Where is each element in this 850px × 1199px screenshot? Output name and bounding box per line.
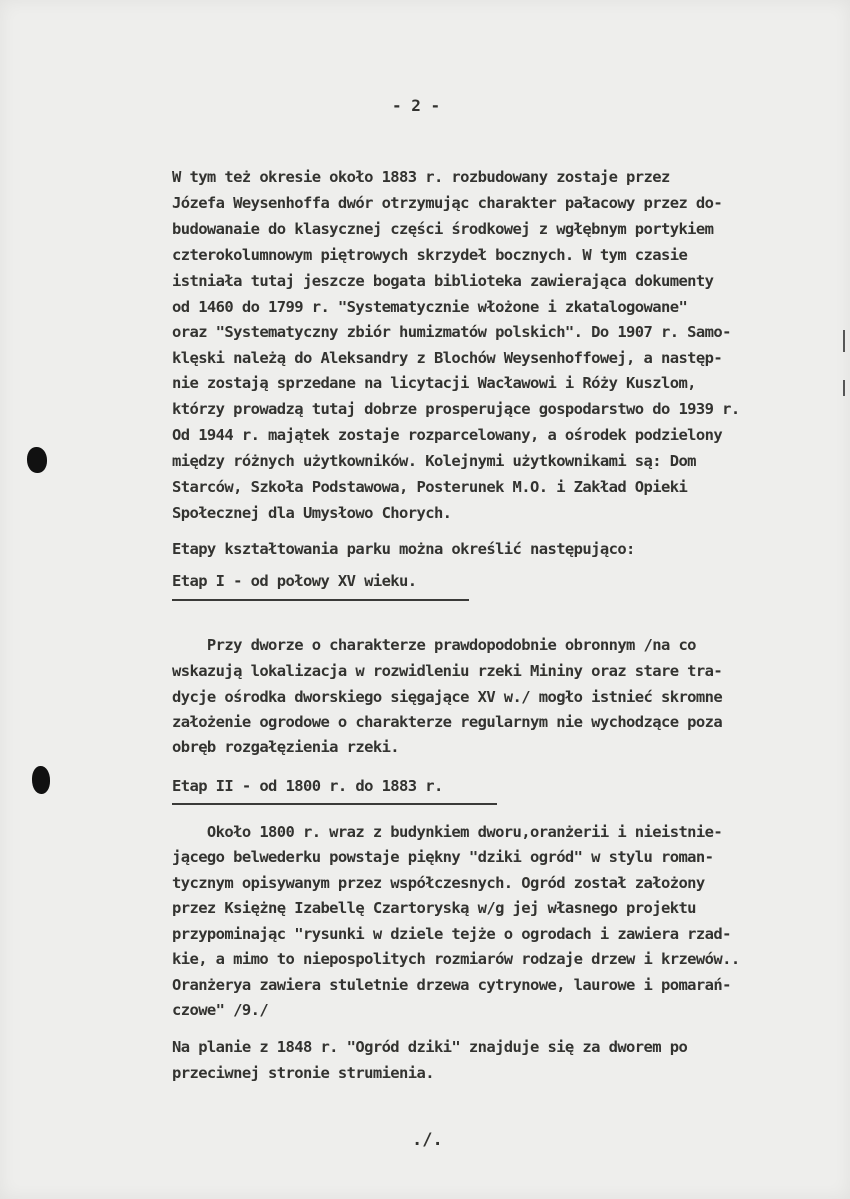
text-line: czterokolumnowym piętrowych skrzydeł bocznych. W tym czasie <box>172 246 688 264</box>
text-line: tycznym opisywanym przez współczesnych. Ogród został założony <box>172 874 705 892</box>
stages-intro: Etapy kształtowania parku można określić następująco: <box>172 540 635 558</box>
text-line: Starców, Szkoła Podstawowa, Posterunek M.O. i Zakład Opieki <box>172 478 688 496</box>
text-line: przez Księżnę Izabellę Czartoryską w/g jej własnego projektu <box>172 899 696 917</box>
heading-underline <box>172 803 497 805</box>
text-line: obręb rozgałęzienia rzeki. <box>172 738 400 756</box>
text-line: jącego belwederku powstaje piękny "dziki ogród" w stylu roman- <box>172 848 714 866</box>
text-line: Oranżerya zawiera stuletnie drzewa cytrynowe, laurowe i pomarań- <box>172 976 731 994</box>
text-line: Około 1800 r. wraz z budynkiem dworu,oranżerii i nieistnie- <box>172 823 723 841</box>
section-heading: Etap I - od połowy XV wieku. <box>172 572 417 590</box>
text-line: Na planie z 1848 r. "Ogród dziki" znajduje się za dworem po <box>172 1038 688 1056</box>
page-number: - 2 - <box>392 96 441 115</box>
punch-hole <box>32 766 50 794</box>
punch-hole <box>27 447 47 473</box>
text-line: wskazują lokalizacja w rozwidleniu rzeki Mininy oraz stare tra- <box>172 662 723 680</box>
text-line: W tym też okresie około 1883 r. rozbudowany zostaje przez <box>172 168 670 186</box>
text-line: między różnych użytkowników. Kolejnymi użytkownikami są: Dom <box>172 452 696 470</box>
text-line: którzy prowadzą tutaj dobrze prosperujące gospodarstwo do 1939 r. <box>172 400 740 418</box>
continuation-mark: ./. <box>412 1130 443 1150</box>
margin-mark <box>843 380 845 396</box>
text-line: założenie ogrodowe o charakterze regularnym nie wychodzące poza <box>172 713 723 731</box>
text-line: dycje ośrodka dworskiego sięgające XV w./ mogło istnieć skromne <box>172 688 723 706</box>
text-line: kie, a mimo to niepospolitych rozmiarów rodzaje drzew i krzewów.. <box>172 950 740 968</box>
text-line: istniała tutaj jeszcze bogata biblioteka zawierająca dokumenty <box>172 272 714 290</box>
text-line: od 1460 do 1799 r. "Systematycznie włożone i zkatalogowane" <box>172 298 688 316</box>
text-line: Józefa Weysenhoffa dwór otrzymując charakter pałacowy przez do- <box>172 194 723 212</box>
text-line: Od 1944 r. majątek zostaje rozparcelowany, a ośrodek podzielony <box>172 426 723 444</box>
text-line: czowe" /9./ <box>172 1001 269 1019</box>
text-line: klęski należą do Aleksandry z Blochów Weysenhoffowej, a następ- <box>172 349 723 367</box>
text-line: Społecznej dla Umysłowo Chorych. <box>172 504 452 522</box>
text-line: nie zostają sprzedane na licytacji Wacławowi i Róży Kuszlom, <box>172 374 696 392</box>
text-line: Przy dworze o charakterze prawdopodobnie obronnym /na co <box>172 636 696 654</box>
text-line: oraz "Systematyczny zbiór humizmatów polskich". Do 1907 r. Samo- <box>172 323 731 341</box>
text-line: budowanaie do klasycznej części środkowej z wgłębnym portykiem <box>172 220 714 238</box>
text-line: przeciwnej stronie strumienia. <box>172 1064 434 1082</box>
section-heading: Etap II - od 1800 r. do 1883 r. <box>172 777 443 795</box>
margin-mark <box>843 330 845 352</box>
text-line: przypominając "rysunki w dziele tejże o ogrodach i zawiera rzad- <box>172 925 731 943</box>
heading-underline <box>172 599 469 601</box>
